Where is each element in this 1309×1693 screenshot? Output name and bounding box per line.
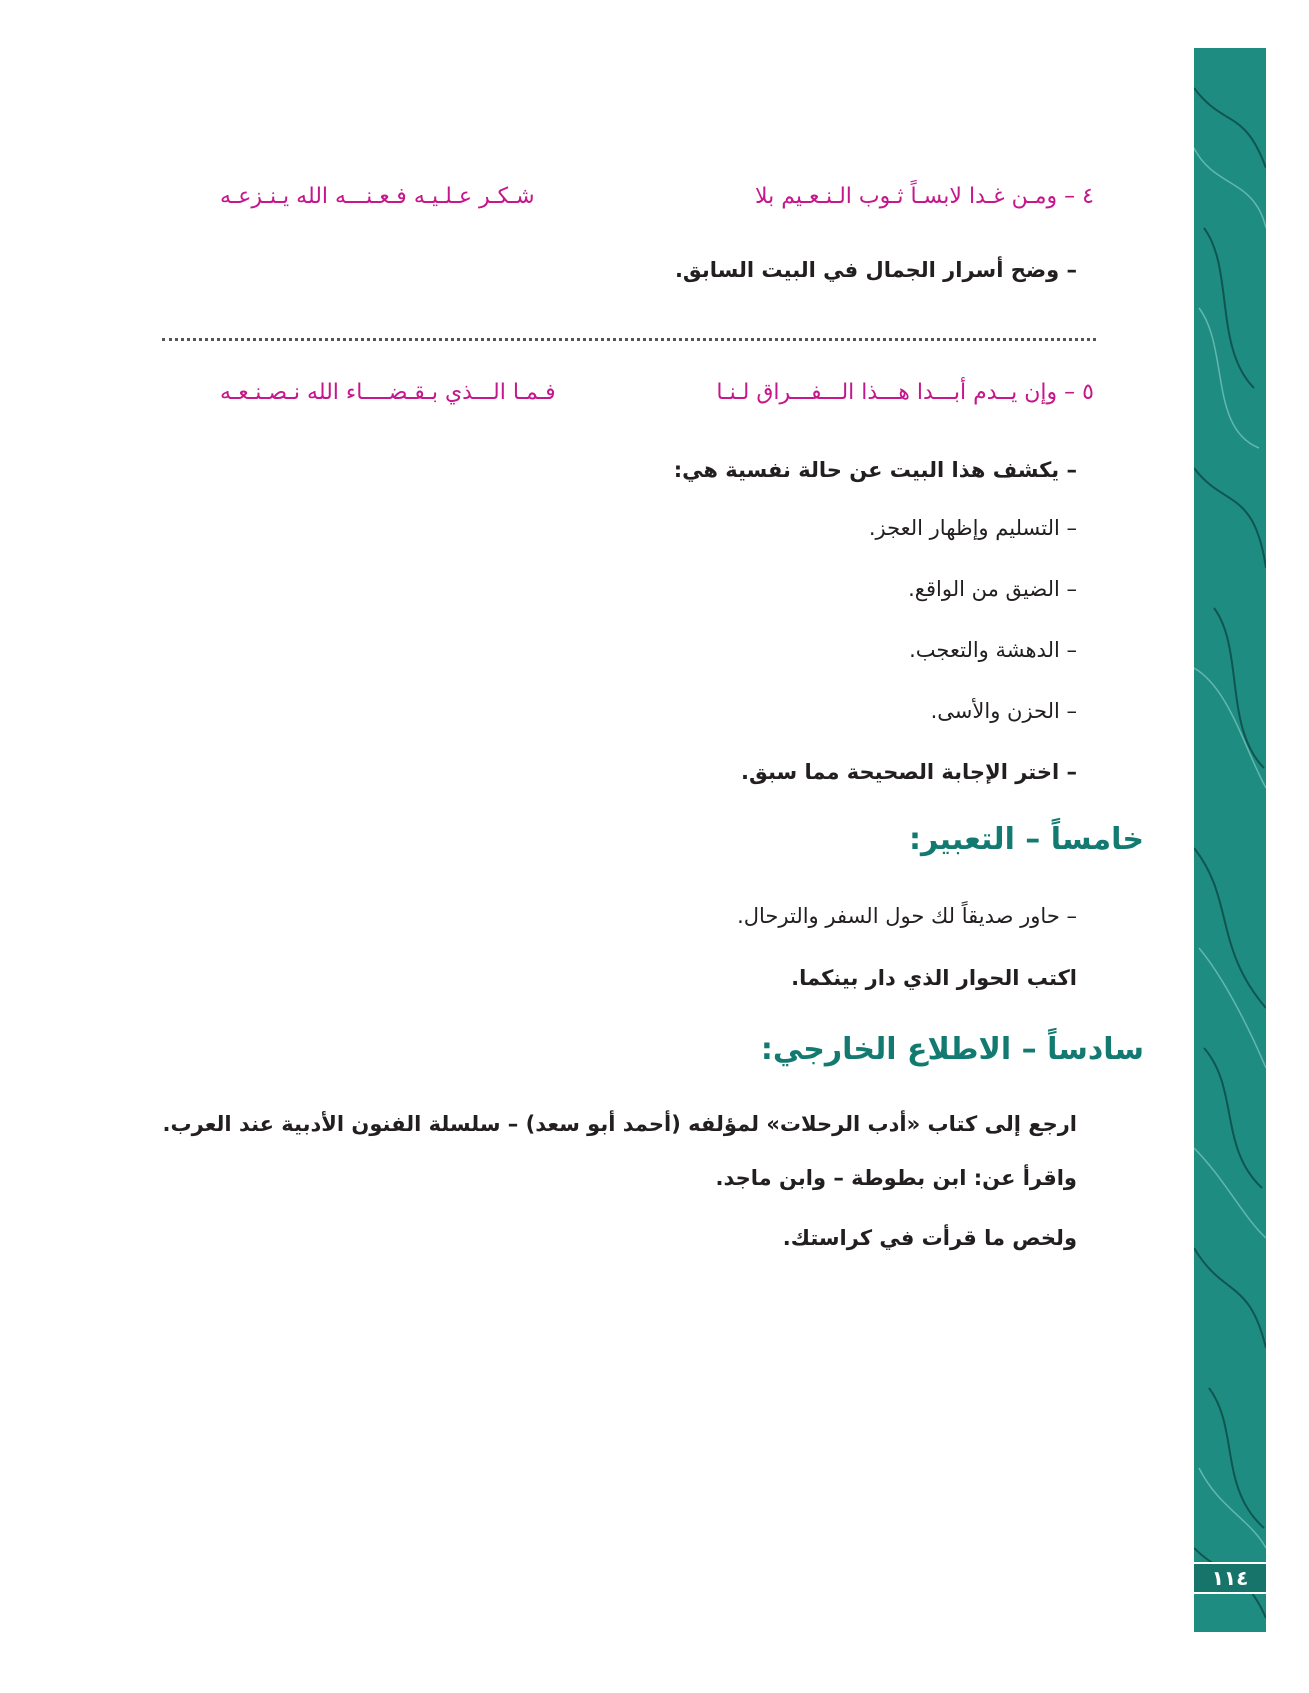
section-6-line-3: ولخص ما قرأت في كراستك. <box>782 1226 1077 1250</box>
q5-question: – يكشف هذا البيت عن حالة نفسية هي: <box>673 458 1077 482</box>
q5-instruction: – اختر الإجابة الصحيحة مما سبق. <box>741 760 1077 784</box>
section-5-heading: خامساً – التعبير: <box>908 822 1144 857</box>
q4-task: – وضح أسرار الجمال في البيت السابق. <box>674 258 1077 282</box>
section-5-line-1: – حاور صديقاً لك حول السفر والترحال. <box>737 904 1077 928</box>
verse-5-hemistich-1: وإن يــدم أبـــدا هـــذا الـــفـــراق لـنـا <box>716 380 1058 405</box>
verse-4 <box>220 184 1094 209</box>
verse-4-hemistich-1: ومـن غـدا لابسـاً ثـوب الـنـعـيم بلا <box>754 184 1058 209</box>
verse-5-number: ٥ – <box>1064 380 1094 405</box>
section-5-line-2: اكتب الحوار الذي دار بينكما. <box>791 966 1077 990</box>
verse-5-hemistich-2: فـمـا الـــذي بـقـضــــاء الله نـصـنـعـه <box>220 380 556 405</box>
sidebar-pattern <box>1194 48 1266 1632</box>
decorative-sidebar <box>1194 48 1266 1632</box>
page-number: ١١٤ <box>1194 1562 1266 1594</box>
q5-option-1: – التسليم وإظهار العجز. <box>868 516 1077 540</box>
answer-line <box>162 338 1096 341</box>
verse-4-hemistich-2: شـكـر عـلـيـه فـعـنـــه الله يـنـزعـه <box>220 184 535 209</box>
verse-4-number: ٤ – <box>1064 184 1094 209</box>
section-6-line-2: واقرأ عن: ابن بطوطة – وابن ماجد. <box>715 1166 1077 1190</box>
q5-option-3: – الدهشة والتعجب. <box>909 638 1077 662</box>
section-6-line-1: ارجع إلى كتاب «أدب الرحلات» لمؤلفه (أحمد أبو سعد) – سلسلة الفنون الأدبية عند العرب. <box>162 1112 1077 1136</box>
verse-5 <box>220 380 1094 405</box>
q5-option-4: – الحزن والأسى. <box>930 699 1077 723</box>
section-6-heading: سادساً – الاطلاع الخارجي: <box>760 1032 1144 1067</box>
q5-option-2: – الضيق من الواقع. <box>908 577 1077 601</box>
